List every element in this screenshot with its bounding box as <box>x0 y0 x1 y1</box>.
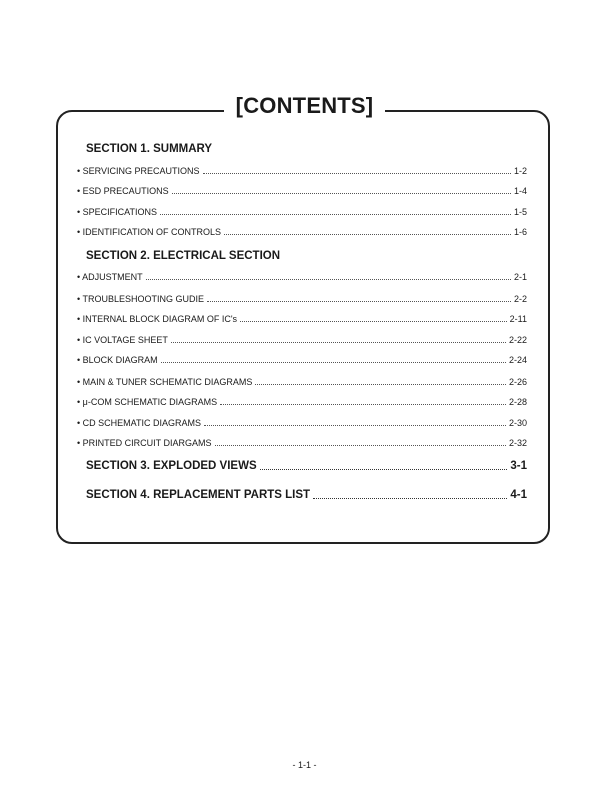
toc-entry-label: • CD SCHEMATIC DIAGRAMS <box>77 418 201 428</box>
dot-leader <box>160 206 511 215</box>
toc-entry-page: 2-32 <box>508 438 527 448</box>
toc-entry-page: 2-22 <box>508 335 527 345</box>
toc-entry-label: • SERVICING PRECAUTIONS <box>77 166 200 176</box>
toc-entry-page: 2-1 <box>513 272 527 282</box>
toc-entry-page: 1-5 <box>513 207 527 217</box>
toc-entry-label: SECTION 3. EXPLODED VIEWS <box>86 460 257 472</box>
toc-entry-label: • SPECIFICATIONS <box>77 207 157 217</box>
toc-entry-section-3 <box>86 459 527 474</box>
toc-entry-troubleshooting-guide <box>77 293 527 305</box>
toc-entry-esd-precautions <box>77 185 527 197</box>
dot-leader <box>204 417 506 426</box>
toc-entry-label: • IC VOLTAGE SHEET <box>77 335 168 345</box>
toc-entry-label: • MAIN & TUNER SCHEMATIC DIAGRAMS <box>77 377 253 387</box>
toc-entry-adjustment <box>77 271 527 283</box>
toc-entry-page: 2-11 <box>509 314 527 324</box>
document-title: [CONTENTS] <box>224 92 386 120</box>
section-1-heading: SECTION 1. SUMMARY <box>86 143 213 155</box>
toc-entry-label: • μ-COM SCHEMATIC DIAGRAMS <box>77 397 218 407</box>
dot-leader <box>240 313 507 322</box>
dot-leader <box>260 459 508 470</box>
dot-leader <box>146 271 511 280</box>
dot-leader <box>255 376 506 385</box>
toc-entry-page: 2-2 <box>513 294 527 304</box>
toc-entry-printed-circuit-diagrams <box>77 437 527 449</box>
toc-entry-page: 2-30 <box>508 418 527 428</box>
dot-leader <box>171 334 506 343</box>
dot-leader <box>203 165 511 174</box>
dot-leader <box>172 185 511 194</box>
toc-entry-page: 1-6 <box>513 227 527 237</box>
toc-entry-label: • PRINTED CIRCUIT DIARGAMS <box>77 438 212 448</box>
toc-entry-internal-block-diagram <box>77 313 527 325</box>
toc-entry-page: 3-1 <box>510 460 527 472</box>
dot-leader <box>207 293 511 302</box>
toc-entry-label: • IDENTIFICATION OF CONTROLS <box>77 227 221 237</box>
toc-entry-page: 1-2 <box>513 166 527 176</box>
toc-entry-page: 4-1 <box>510 489 527 501</box>
toc-entry-main-tuner-schematic <box>77 376 527 388</box>
toc-entry-identification-of-controls <box>77 226 527 238</box>
toc-entry-block-diagram <box>77 354 527 366</box>
toc-entry-label: • ESD PRECAUTIONS <box>77 186 169 196</box>
toc-entry-label: • TROUBLESHOOTING GUDIE <box>77 294 205 304</box>
dot-leader <box>161 354 506 363</box>
toc-entry-section-4 <box>86 488 527 503</box>
toc-entry-page: 2-24 <box>508 355 527 365</box>
toc-entry-micom-schematic <box>77 396 527 408</box>
section-2-heading: SECTION 2. ELECTRICAL SECTION <box>86 250 281 262</box>
dot-leader <box>224 226 511 235</box>
document-title-wrap <box>0 92 609 120</box>
toc-entry-specifications <box>77 206 527 218</box>
toc-entry-servicing-precautions <box>77 165 527 177</box>
page-number: - 1-1 - <box>292 760 317 770</box>
toc-entry-label: • BLOCK DIAGRAM <box>77 355 158 365</box>
toc-entry-label: • INTERNAL BLOCK DIAGRAM OF IC's <box>77 314 238 324</box>
dot-leader <box>220 396 506 405</box>
toc-entry-cd-schematic <box>77 417 527 429</box>
toc-entry-label: • ADJUSTMENT <box>77 272 143 282</box>
toc-entry-ic-voltage-sheet <box>77 334 527 346</box>
toc-entry-page: 2-26 <box>508 377 527 387</box>
dot-leader <box>313 488 507 499</box>
toc-entry-label: SECTION 4. REPLACEMENT PARTS LIST <box>86 489 311 501</box>
toc-entry-page: 2-28 <box>508 397 527 407</box>
toc-entry-page: 1-4 <box>513 186 527 196</box>
dot-leader <box>215 437 506 446</box>
